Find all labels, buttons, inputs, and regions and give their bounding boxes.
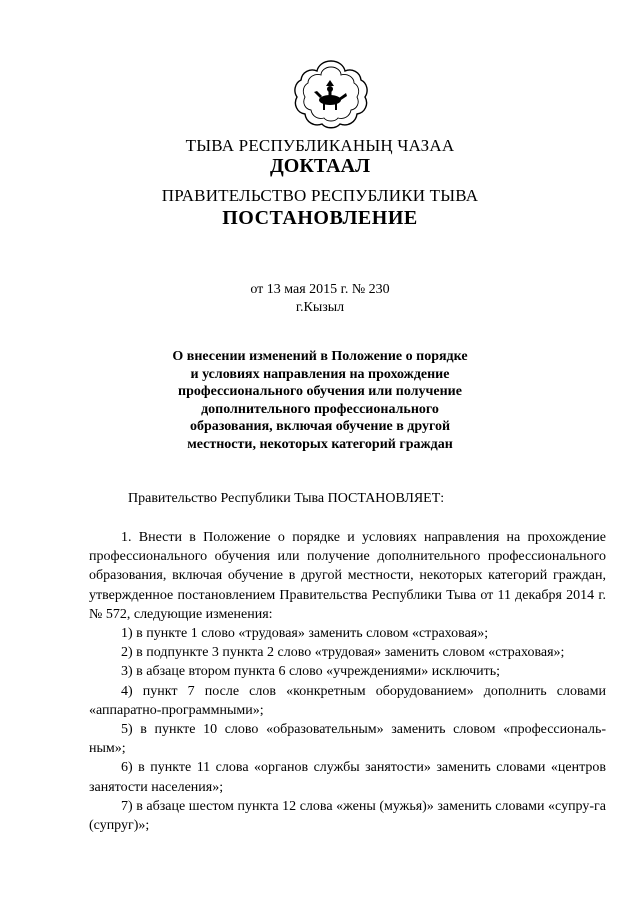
document-city: г.Кызыл bbox=[295, 300, 345, 315]
title-line: профессионального обучения или получение bbox=[178, 384, 462, 399]
title-line: и условиях направления на прохождение bbox=[190, 366, 450, 382]
russian-government-name: ПРАВИТЕЛЬСТВО РЕСПУБЛИКИ ТЫВА bbox=[161, 186, 479, 205]
resolution-intro: Правительство Республики Тыва ПОСТАНОВЛЯЕТ: bbox=[128, 491, 445, 506]
tuvan-government-name: ТЫВА РЕСПУБЛИКАНЫҢ ЧАЗАА bbox=[185, 136, 455, 155]
resolution-body bbox=[89, 528, 606, 835]
paragraph-item: 6) в пункте 11 слова «органов службы занятости» заменить словами «центров занятости населения»; bbox=[89, 760, 606, 795]
title-line: образования, включая обучение в другой bbox=[189, 419, 451, 434]
document-date-number: от 13 мая 2015 г. № 230 bbox=[250, 282, 390, 297]
paragraph-item: 7) в абзаце шестом пункта 12 слова «жены (мужья)» заменить словами «супру-га (супруг)»; bbox=[89, 798, 606, 834]
paragraph-item: 1) в пункте 1 слово «трудовая» заменить словом «страховая»; bbox=[121, 626, 489, 642]
paragraph-item: 4) пункт 7 после слов «конкретным оборудованием» дополнить словами «аппаратно-программными»; bbox=[89, 683, 606, 718]
title-line: местности, некоторых категорий граждан bbox=[187, 436, 453, 452]
paragraph-item: 2) в подпункте 3 пункта 2 слово «трудовая» заменить словом «страховая»; bbox=[121, 645, 565, 661]
document-title bbox=[160, 348, 480, 453]
title-line: О внесении изменений в Положение о порядке bbox=[172, 349, 468, 364]
paragraph-item: 3) в абзаце втором пункта 6 слово «учреждениями» исключить; bbox=[121, 664, 501, 680]
coat-of-arms-emblem bbox=[292, 56, 370, 130]
paragraph-item: 5) в пункте 10 слово «образовательным» заменить словом «профессиональ-ным»; bbox=[89, 722, 606, 757]
russian-document-type: ПОСТАНОВЛЕНИЕ bbox=[222, 207, 418, 229]
tuvan-document-type: ДОКТААЛ bbox=[270, 155, 370, 177]
title-line: дополнительного профессионального bbox=[201, 401, 439, 417]
paragraph-item: 1. Внести в Положение о порядке и условиях направления на прохождение профессионального обучения или получение дополнительного профессионального образования, включая обучение в другой местности, некоторых категорий граждан, утвержденное постановлением Правительства Республики Тыва от 11 декабря 2014 г. № 572, следующие изменения: bbox=[89, 530, 606, 622]
